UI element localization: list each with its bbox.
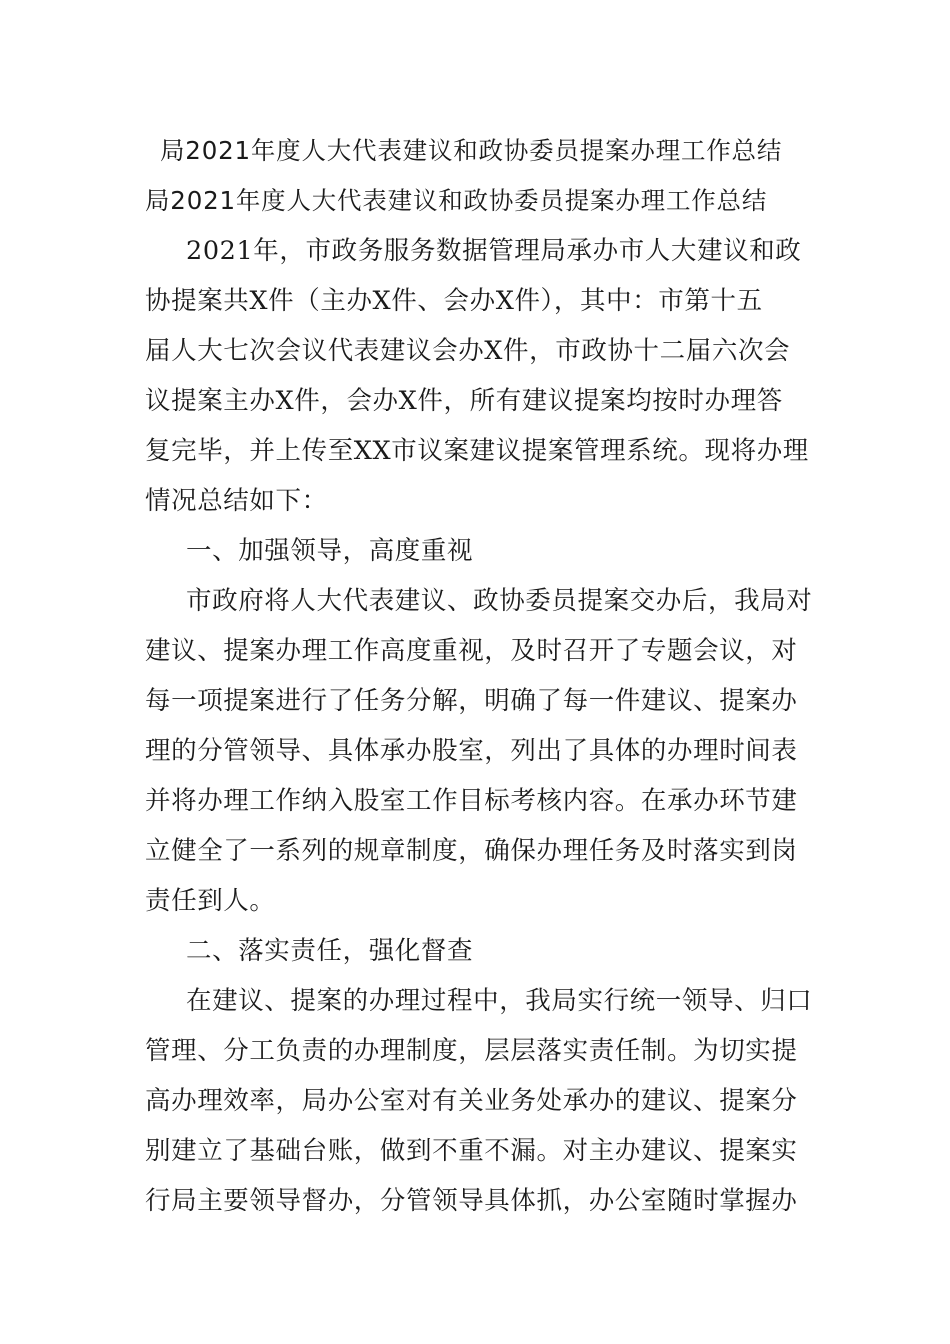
paragraph-line: 复完毕，并上传至XX市议案建议提案管理系统。现将办理: [145, 436, 809, 466]
paragraph-line: 市政府将人大代表建议、政协委员提案交办后，我局对: [186, 586, 813, 616]
paragraph-line: 协提案共X件（主办X件、会办X件），其中：市第十五: [145, 286, 763, 316]
document-title-line-2: 局2021年度人大代表建议和政协委员提案办理工作总结: [145, 186, 768, 215]
paragraph-line: 届人大七次会议代表建议会办X件，市政协十二届六次会: [145, 336, 791, 366]
paragraph-line: 并将办理工作纳入股室工作目标考核内容。在承办环节建: [145, 786, 798, 816]
section-heading: 二、落实责任，强化督查: [186, 936, 474, 966]
paragraph-line: 情况总结如下：: [145, 486, 328, 516]
paragraph-line: 行局主要领导督办，分管领导具体抓，办公室随时掌握办: [145, 1186, 798, 1216]
paragraph-line: 建议、提案办理工作高度重视，及时召开了专题会议，对: [145, 636, 798, 666]
paragraph-line: 在建议、提案的办理过程中，我局实行统一领导、归口: [186, 986, 813, 1016]
paragraph-line: 别建立了基础台账，做到不重不漏。对主办建议、提案实: [145, 1136, 798, 1166]
paragraph-line: 管理、分工负责的办理制度，层层落实责任制。为切实提: [145, 1036, 798, 1066]
paragraph-line: 2021年，市政务服务数据管理局承办市人大建议和政: [186, 236, 802, 266]
paragraph-line: 议提案主办X件，会办X件，所有建议提案均按时办理答: [145, 386, 783, 416]
document-title-line-1: 局2021年度人大代表建议和政协委员提案办理工作总结: [160, 136, 783, 165]
paragraph-line: 立健全了一系列的规章制度，确保办理任务及时落实到岗: [145, 836, 798, 866]
paragraph-line: 责任到人。: [145, 886, 276, 916]
paragraph-line: 理的分管领导、具体承办股室，列出了具体的办理时间表: [145, 736, 798, 766]
section-heading: 一、加强领导，高度重视: [186, 536, 474, 566]
paragraph-line: 高办理效率，局办公室对有关业务处承办的建议、提案分: [145, 1086, 798, 1116]
paragraph-line: 每一项提案进行了任务分解，明确了每一件建议、提案办: [145, 686, 798, 716]
